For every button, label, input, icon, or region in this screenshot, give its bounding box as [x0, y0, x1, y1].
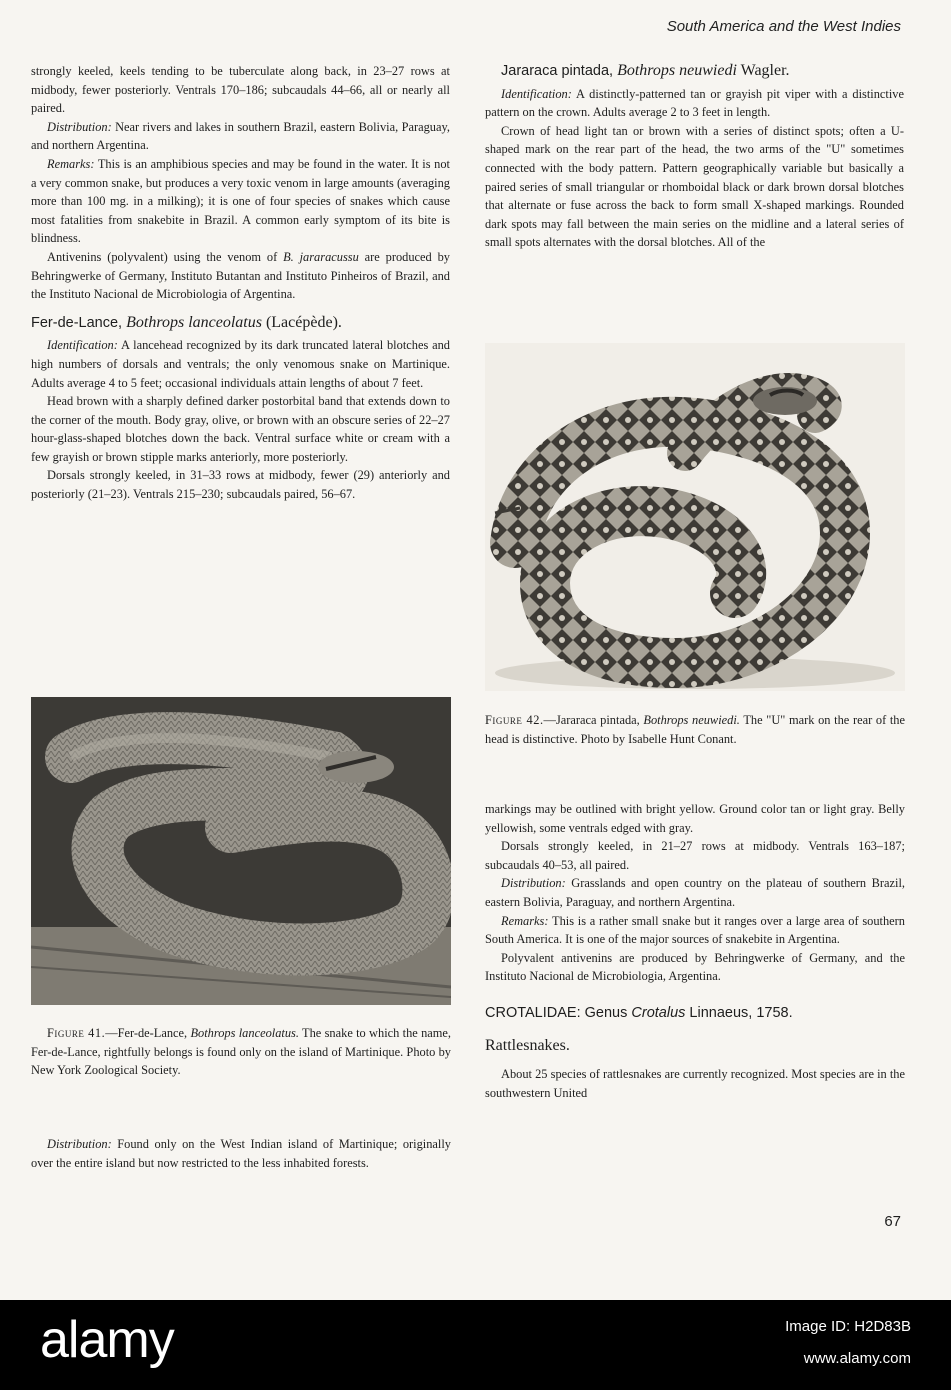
page-number: 67 [884, 1213, 901, 1230]
fer-de-lance-photo-image [31, 697, 451, 1005]
paragraph: Head brown with a sharply defined darker postorbital band that extends down to the corner of the mouth. Body gray, olive, or brown with an obscure series of 22–27 hour-glass-shaped blotches down the back. Ventral surface white or cream with a few grayish or brown stipple marks anteriorly, more posteriorly. [31, 394, 450, 464]
running-head: South America and the West Indies [666, 18, 901, 35]
paragraph: Dorsals strongly keeled, in 31–33 rows at midbody, fewer (29) anteriorly and posteriorly (21–23). Ventrals 215–230; subcaudals paired, 56–67. [31, 468, 450, 502]
right-column [485, 62, 904, 252]
alamy-logo: alamy [40, 1311, 174, 1369]
right-bottom-text [485, 800, 905, 1102]
figure-41-photo [31, 697, 451, 1005]
left-column [31, 62, 450, 504]
paragraph: Polyvalent antivenins are produced by Behringwerke of Germany, and the Instituto Nacional de Microbiologia, Argentina. [485, 950, 905, 984]
paragraph: Distribution: Found only on the West Indian island of Martinique; originally over the entire island but now restricted to the less inhabited forests. [31, 1137, 451, 1170]
paragraph: Identification: A lancehead recognized by its dark truncated lateral blotches and high numbers of dorsals and ventrals; the only venomous snake on Martinique. Adults average 4 to 5 feet; occasional individuals attain lengths of about 7 feet. [31, 338, 450, 390]
paragraph: Identification: A distinctly-patterned tan or grayish pit viper with a distinctive pattern on the crown. Adults average 2 to 3 feet in length. [485, 86, 904, 120]
stock-banner [0, 1300, 951, 1390]
species-heading-jararaca-pintada: Jararaca pintada, Bothrops neuwiedi Wagler. [501, 62, 790, 79]
paragraph: markings may be outlined with bright yellow. Ground color tan or light gray. Belly yellowish, some ventrals edged with gray. [485, 802, 905, 835]
paragraph: Crown of head light tan or brown with a series of distinct spots; often a U-shaped mark on the rear part of the head, the two arms of the "U" sometimes connected with the body pattern. Pattern geographically variable but basically a paired series of small triangular or rhomboidal black or dark brown dorsal blotches that alternate or fuse across the back to form small X-shaped markings. Rounded dark spots may fall between the main series on the midline and a lateral series of small spots alternates with the dorsal blotches. All of the [485, 123, 904, 250]
site-url: www.alamy.com [803, 1350, 911, 1367]
genus-heading: CROTALIDAE: Genus Crotalus Linnaeus, 1758. [485, 1004, 793, 1021]
paragraph: Remarks: This is an amphibious species and may be found in the water. It is not a very common snake, but produces a very toxic venom in large amounts (averaging more than 100 mg. in a milking); it is one of four species of snakes which cause most fatalities from snakebite in Brazil. A common early symptom of its bite is blindness. [31, 156, 450, 246]
paragraph: Antivenins (polyvalent) using the venom of B. jararacussu are produced by Behringwerke of Germany, Instituto Butantan and Instituto Pinheiros of Brazil, and the Instituto Nacional de Microbiologia of Argentina. [31, 249, 450, 302]
figure-41-caption: Figure 41.—Fer-de-Lance, Bothrops lanceolatus. The snake to which the name, Fer-de-Lance, rightfully belongs is found only on the island of Martinique. Photo by New York Zoological Society. [31, 1026, 452, 1078]
paragraph: strongly keeled, keels tending to be tuberculate along back, in 23–27 rows at midbody, fewer posteriorly. Ventrals 170–186; subcaudals 44–66, all or nearly all paired. [31, 64, 450, 116]
jararaca-pintada-photo-image [485, 343, 905, 691]
paragraph: Dorsals strongly keeled, in 21–27 rows at midbody. Ventrals 163–187; subcaudals 40–53, all paired. [485, 839, 905, 872]
paragraph: About 25 species of rattlesnakes are currently recognized. Most species are in the southwestern United [485, 1067, 905, 1100]
rattlesnakes-heading: Rattlesnakes. [485, 1036, 570, 1054]
paragraph: Distribution: Grasslands and open country on the plateau of southern Brazil, eastern Bolivia, Paraguay, and northern Argentina. [485, 876, 905, 909]
figure-42-caption: Figure 42.—Jararaca pintada, Bothrops neuwiedi. The "U" mark on the rear of the head is distinctive. Photo by Isabelle Hunt Conant. [485, 713, 905, 746]
figure-42-photo [485, 343, 905, 691]
image-id: Image ID: H2D83B [785, 1318, 911, 1335]
paragraph: Distribution: Near rivers and lakes in southern Brazil, eastern Bolivia, Paraguay, and northern Argentina. [31, 119, 450, 153]
left-bottom-text [31, 1135, 451, 1172]
paragraph: Remarks: This is a rather small snake but it ranges over a large area of southern South America. It is one of the major sources of snakebite in Argentina. [485, 913, 905, 947]
species-heading-fer-de-lance: Fer-de-Lance, Bothrops lanceolatus (Lacépède). [31, 313, 342, 331]
